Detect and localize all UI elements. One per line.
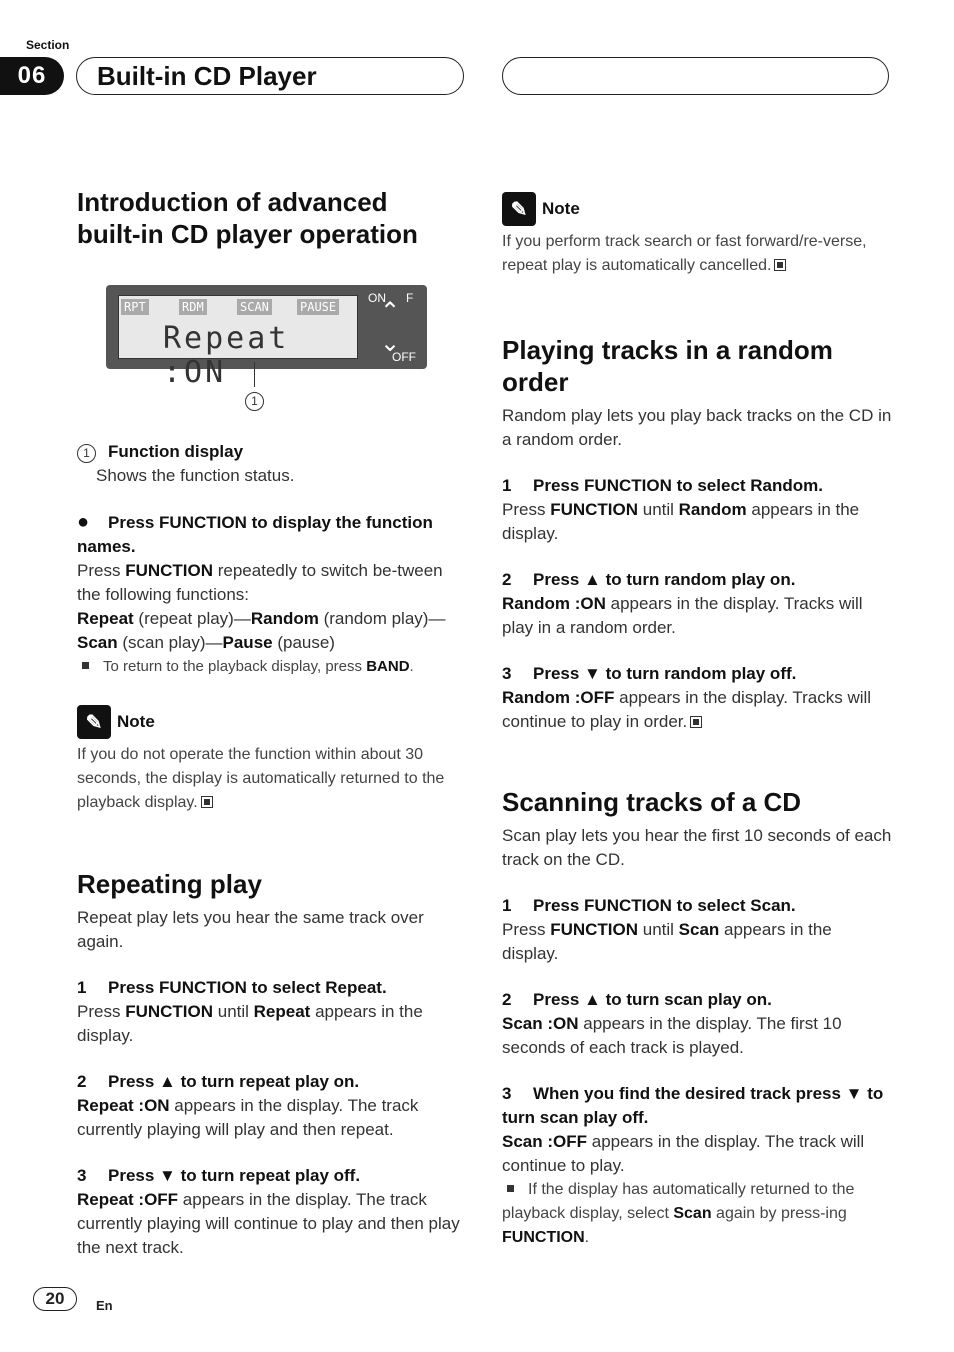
repeat-step1-title: Press FUNCTION to select Repeat.	[108, 978, 387, 997]
note-header	[77, 705, 467, 739]
intro-heading	[77, 186, 467, 250]
t: until	[638, 500, 679, 519]
lcd-f-label: F	[406, 291, 414, 305]
up-arrow-icon: ⌃	[380, 298, 401, 325]
t: appears in the display. Tracks will play in a random order.	[502, 594, 863, 637]
step-number: 3	[502, 1084, 512, 1103]
func-repeat: Repeat	[77, 609, 134, 628]
legend-number: 1	[77, 444, 96, 463]
t: Repeat	[253, 1002, 311, 1021]
t: until	[213, 1002, 254, 1021]
note-text: If you do not operate the function within about 30 seconds, the display is automatically returned to the playback display.	[77, 746, 445, 811]
intro-body	[77, 440, 467, 815]
scan-title: Scanning tracks of a CD	[502, 787, 802, 817]
t: FUNCTION	[550, 920, 639, 939]
t: Repeat :OFF	[77, 1190, 179, 1209]
repeat-title: Repeating play	[77, 869, 262, 899]
func-random-desc: (random play)—	[318, 609, 446, 628]
lcd-tag-pause: PAUSE	[297, 299, 339, 315]
t: appears in the display. The track currently playing will continue to play and then play the next track.	[77, 1190, 460, 1257]
lcd-main-text: Repeat :ON	[163, 321, 290, 390]
scan-step1-title: Press FUNCTION to select Scan.	[533, 896, 796, 915]
t: Press	[77, 1002, 126, 1021]
t: Scan	[673, 1205, 712, 1222]
note-label: Note	[117, 712, 155, 731]
t: appears in the display.	[502, 920, 832, 963]
t: appears in the display.	[77, 1002, 423, 1045]
square-bullet-icon	[82, 662, 89, 669]
callout-number: 1	[245, 392, 264, 411]
t: Random :OFF	[502, 688, 615, 707]
repeat-intro: Repeat play lets you hear the same track over again.	[77, 908, 424, 951]
random-step3-title: Press ▼ to turn random play off.	[533, 664, 797, 683]
square-bullet-icon	[507, 1185, 514, 1192]
random-step2-title: Press ▲ to turn random play on.	[533, 570, 796, 589]
t: Random :ON	[502, 594, 606, 613]
random-section	[502, 334, 892, 734]
lcd-tag-rpt: RPT	[121, 299, 149, 315]
func-repeat-desc: (repeat play)—	[133, 609, 251, 628]
lcd-tag-rdm: RDM	[179, 299, 207, 315]
section-number: 06	[0, 57, 64, 95]
random-step1-title: Press FUNCTION to select Random.	[533, 476, 824, 495]
t: Press	[502, 500, 551, 519]
empty-header-frame	[502, 57, 889, 95]
subnote-c: .	[409, 658, 414, 675]
intro-title-line1: Introduction of advanced	[77, 187, 388, 217]
t: FUNCTION	[125, 1002, 214, 1021]
t: Scan :ON	[502, 1014, 579, 1033]
t: appears in the display. Tracks will continue to play in order.	[502, 688, 872, 731]
t: Scan	[678, 920, 720, 939]
scan-step2-title: Press ▲ to turn scan play on.	[533, 990, 772, 1009]
end-mark-icon	[690, 716, 702, 728]
func-scan: Scan	[77, 633, 118, 652]
repeat-section	[77, 868, 467, 1260]
callout-1	[245, 392, 264, 411]
lcd-on-label: ON	[368, 291, 386, 305]
t: Press	[502, 920, 551, 939]
lcd-screen	[118, 295, 358, 390]
bullet-dot-icon: ●	[77, 511, 90, 533]
t: Scan :OFF	[502, 1132, 588, 1151]
legend-title: Function display	[108, 442, 244, 461]
legend-desc: Shows the function status.	[96, 466, 295, 485]
repeat-step3-title: Press ▼ to turn repeat play off.	[108, 1166, 361, 1185]
p1-a: Press	[77, 561, 126, 580]
note-header	[502, 192, 887, 226]
t: Random	[678, 500, 747, 519]
t: If the display has automatically returned to the playback display, select	[502, 1181, 855, 1222]
end-mark-icon	[774, 259, 786, 271]
t: appears in the display. The track currently playing will play and then repeat.	[77, 1096, 419, 1139]
t: again by press-ing	[711, 1205, 847, 1222]
step-number: 3	[77, 1166, 87, 1185]
language-code: En	[96, 1298, 113, 1313]
step-number: 1	[502, 476, 512, 495]
random-intro: Random play lets you play back tracks on the CD in a random order.	[502, 406, 892, 449]
t: appears in the display. The first 10 seconds of each track is played.	[502, 1014, 842, 1057]
scan-intro: Scan play lets you hear the first 10 seconds of each track on the CD.	[502, 826, 892, 869]
step-number: 2	[77, 1072, 87, 1091]
func-scan-desc: (scan play)—	[117, 633, 223, 652]
note-label: Note	[542, 199, 580, 218]
func-random: Random	[250, 609, 319, 628]
down-arrow-icon: ⌄	[380, 330, 401, 357]
note-text: If you perform track search or fast forward/re-verse, repeat play is automatically cancelled.	[502, 233, 867, 274]
step-number: 1	[77, 978, 87, 997]
intro-title-line2: built-in CD player operation	[77, 219, 418, 249]
section-label: Section	[26, 38, 70, 52]
repeat-step2-title: Press ▲ to turn repeat play on.	[108, 1072, 360, 1091]
lcd-off-label: OFF	[392, 350, 416, 364]
pencil-note-icon: ✎	[77, 705, 111, 739]
scan-step3-title: When you find the desired track press ▼ to turn scan play off.	[502, 1084, 884, 1127]
t: Repeat :ON	[77, 1096, 170, 1115]
right-note	[502, 192, 887, 278]
lcd-tag-scan: SCAN	[237, 299, 272, 315]
t: FUNCTION	[502, 1229, 585, 1246]
function-display-illustration	[106, 285, 427, 390]
end-mark-icon	[201, 796, 213, 808]
t: appears in the display. The track will continue to play.	[502, 1132, 865, 1175]
subnote-b: BAND	[366, 658, 410, 675]
t: FUNCTION	[550, 500, 639, 519]
func-pause: Pause	[222, 633, 273, 652]
p1-c: repeatedly to switch be-tween the following functions:	[77, 561, 443, 604]
bullet-step-title: Press FUNCTION to display the function names.	[77, 513, 433, 556]
subnote-a: To return to the playback display, press	[103, 658, 367, 675]
t: appears in the display.	[502, 500, 860, 543]
chapter-title: Built-in CD Player	[97, 61, 317, 91]
pencil-note-icon: ✎	[502, 192, 536, 226]
page-number: 20	[33, 1287, 77, 1311]
t: until	[638, 920, 679, 939]
step-number: 2	[502, 570, 512, 589]
scan-section	[502, 786, 892, 1250]
random-title: Playing tracks in a random order	[502, 335, 833, 397]
p1-b: FUNCTION	[125, 561, 214, 580]
t: .	[584, 1229, 590, 1246]
step-number: 3	[502, 664, 512, 683]
step-number: 1	[502, 896, 512, 915]
callout-leader-line	[254, 362, 255, 387]
step-number: 2	[502, 990, 512, 1009]
func-pause-desc: (pause)	[272, 633, 335, 652]
